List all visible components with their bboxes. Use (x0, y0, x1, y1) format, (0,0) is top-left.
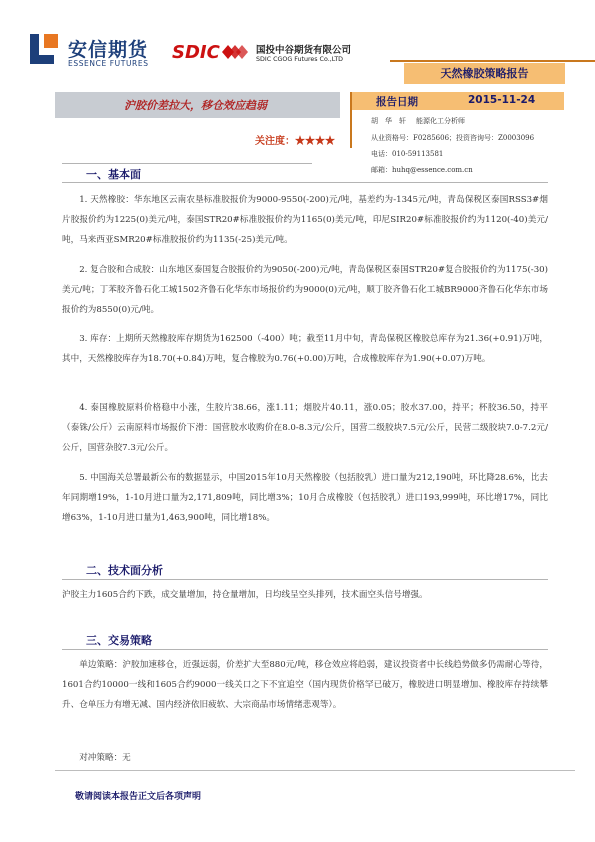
paragraph-technical: 沪胶主力1605合约下跌，成交量增加，持仓量增加，日均线呈空头排列，技术面空头信号增强。 (62, 590, 428, 600)
company1-english-name: ESSENCE FUTURES (68, 59, 149, 68)
paragraph-thai-raw-material: 4. 泰国橡胶原料价格稳中小涨，生胶片38.66，涨1.11；烟胶片40.11，涨0.05；胶水37.00，持平；杯胶36.50，持平（泰铢/公斤）云南原料市场报价下滑：国营胶水收购价在8.0-8.3元/公斤，国营二级胶块7.5元/公斤，民营二级胶块7.0-7.2元/公斤，国营杂胶7.3元/公斤。 (62, 403, 548, 454)
analyst-info (371, 116, 475, 126)
company2-name: 国投中谷期货有限公司 (256, 45, 352, 56)
footer-disclaimer[interactable]: 敬请阅读本报告正文后各项声明 (75, 792, 202, 802)
company1-name: 安信期货 (68, 39, 149, 61)
star-rating-icons: ★★★★ (295, 136, 335, 147)
analyst-phone: 电话：010-59113581 (371, 150, 444, 158)
section-divider (62, 163, 312, 164)
banner-rule (390, 60, 595, 62)
footer-divider (55, 770, 575, 771)
section-divider (62, 579, 548, 580)
sdic-brand-text: SDIC (172, 42, 220, 63)
paragraph-single-side-strategy: 单边策略：沪胶加速移仓，近强远弱，价差扩大至880元/吨，移仓效应将趋弱，建议投资者中长线趋势做多仍需耐心等待，1601合约10000一线和1605合约9000一线关口之下不宜追空（国内现货价格罕已破万，橡胶进口明显增加、橡胶库存持续攀升、仓单压力有增无减、国内经济依旧疲软、大宗商品市场情绪悲观等）。 (62, 660, 548, 711)
analyst-email[interactable]: 邮箱：huhq@essence.com.cn (371, 166, 473, 174)
report-date: 2015-11-24 (468, 94, 536, 106)
section-divider (62, 649, 548, 650)
analyst-title: 能源化工分析师 (416, 117, 465, 125)
section-divider (62, 182, 548, 183)
essence-logo-icon (30, 32, 60, 66)
paragraph-hedge-strategy: 对冲策略：无 (79, 753, 131, 763)
focus-rating (255, 132, 335, 147)
sdic-diamond-icon (222, 43, 248, 61)
analyst-name: 胡 华 轩 (371, 117, 406, 125)
focus-label: 关注度： (255, 136, 295, 147)
report-title: 沪胶价差拉大，移仓效应趋弱 (124, 99, 267, 112)
section-title-strategy: 三、交易策略 (86, 634, 152, 647)
report-type-banner (390, 60, 565, 84)
paragraph-compound-rubber: 2. 复合胶和合成胶：山东地区泰国复合胶报价约为9050(-200)元/吨，青岛保税区泰国STR20#复合胶报价约为1175(-30)美元/吨；丁苯胶齐鲁石化工城1502齐鲁石化华东市场报价约为9000(0)元/吨，顺丁胶齐鲁石化工城BR9000齐鲁石化华东市场报价约为8550(0)元/吨。 (62, 265, 548, 316)
date-label: 报告日期 (376, 96, 418, 108)
essence-futures-logo (30, 32, 170, 72)
section-title-fundamentals: 一、基本面 (86, 168, 141, 181)
company2-english-name: SDIC CGOG Futures Co.,LTD (256, 56, 344, 63)
paragraph-natural-rubber: 1. 天然橡胶：华东地区云南农垦标准胶报价为9000-9550(-200)元/吨，基差约为-1345元/吨，青岛保税区泰国RSS3#烟片胶报价约为1225(0)美元/吨，泰国STR20#标准胶报价约为1165(0)美元/吨，印尼SIR20#标准胶报价约为1120(-40)美元/吨，马来西亚SMR20#标准胶报价约为1135(-25)美元/吨。 (62, 195, 548, 246)
certificate-numbers: 从业资格号：F0285606；投资咨询号：Z0003096 (371, 134, 535, 142)
paragraph-inventory: 3. 库存：上期所天然橡胶库存期货为162500（-400）吨；截至11月中旬，青岛保税区橡胶总库存为21.36(+0.91)万吨，其中，天然橡胶库存为18.70(+0.84)万吨，复合橡胶为0.76(+0.00)万吨，合成橡胶库存为1.90(+0.07)万吨。 (62, 334, 548, 365)
sdic-cgog-logo (172, 42, 372, 72)
paragraph-customs-imports: 5. 中国海关总署最新公布的数据显示，中国2015年10月天然橡胶（包括胶乳）进口量为212,190吨，环比降28.6%，比去年同期增19%，1-10月进口量为2,171,809吨，同比增3%；10月合成橡胶（包括胶乳）进口193,999吨，环比增17%，同比增63%，1-10月进口量为1,463,900吨，同比增18%。 (62, 473, 548, 524)
section-title-technical: 二、技术面分析 (86, 564, 163, 577)
report-type: 天然橡胶策略报告 (440, 67, 529, 80)
